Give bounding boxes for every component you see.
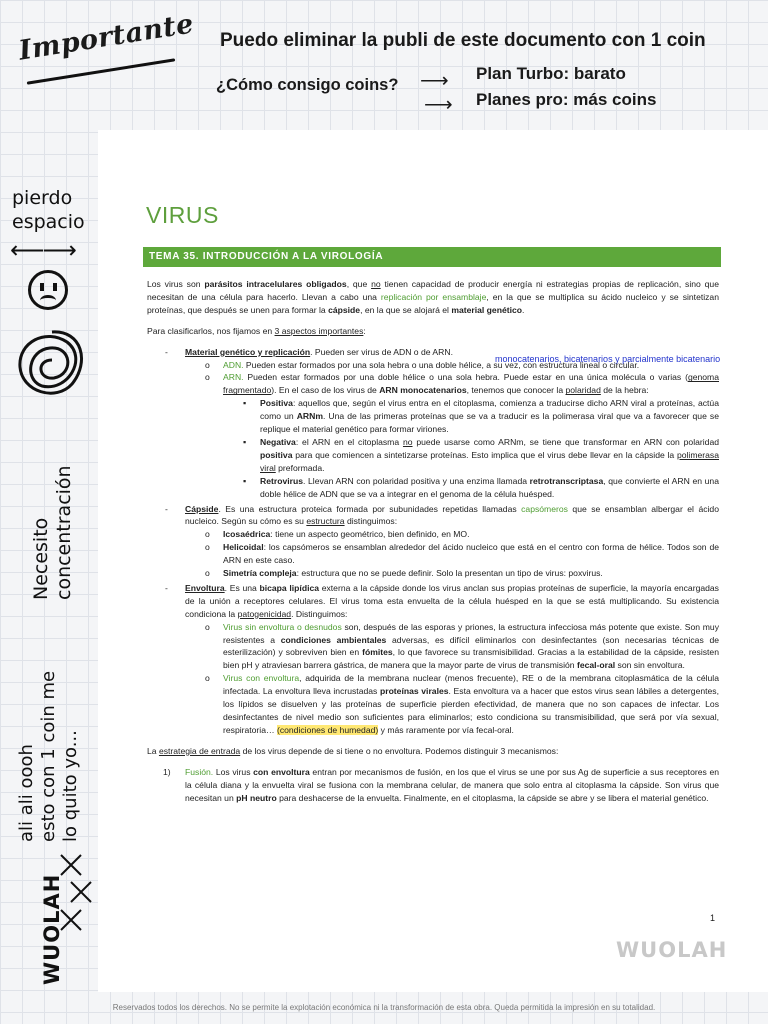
focus-note bbox=[30, 465, 76, 600]
list-item: o Virus sin envoltura o desnudos son, después de las esporas y priones, la estructura infecciosa más potente que existe. Son muy resistentes a condiciones ambientales adversas, es difícil eliminarlos con desinfectantes (son necesarias técnicas de esterilización) y sobreviven bien en fómites, lo que favorece su transmisibilidad. Gracias a la estabilidad de la cápside, resisten bien pH y atraviesan barrera gástrica, de manera que la mayor parte de virus de transmisión fecal-oral son sin envoltura. bbox=[205, 621, 719, 673]
coin-note bbox=[16, 671, 82, 842]
footer-logo: WUOLAH bbox=[616, 938, 728, 962]
coin-note-line: ali ali oooh bbox=[16, 744, 37, 842]
arrow-right-icon: ⟶ bbox=[420, 70, 449, 92]
coin-note-line: lo quito yo... bbox=[60, 730, 81, 842]
importante-stamp: Importante bbox=[16, 8, 196, 67]
focus-note-line: concentración bbox=[53, 465, 75, 600]
brand-logo: WUOLAH bbox=[40, 873, 64, 985]
arrow-right-icon: ⟶ bbox=[424, 94, 453, 116]
list-item: ▪ Negativa: el ARN en el citoplasma no puede usarse como ARNm, se tiene que transformar en ARN con polaridad positiva para que comiencen a sintetizarse proteínas. Esto implica que el virus debe llevar en la cápside la polimerasa viral preformada. bbox=[243, 436, 719, 475]
document-body bbox=[147, 278, 719, 804]
list-item: o ARN. Pueden estar formados por una doble hélice o una sola hebra. Puede estar en una única molécula o varias (genoma fragmentado). En el caso de los virus de ARN monocatenarios, tenemos que conocer la polaridad de la hebra: ▪ Positiva: aquellos que, según el virus entra en el citoplasma, comienza a traducirse dicho ARN viral a proteínas, actúa como un ARNm. Una de las primeras proteínas que se va a traducir es la polimerasa viral que va a favorecer que se replique el material genético para formar viriones. ▪ Negativa: el ARN en el citoplasma no puede usarse como ARNm, se tiene que transformar en ARN con polaridad positiva para que comiencen a sintetizarse proteínas. Esto implica que el virus debe llevar en la cápside la polimerasa viral preformada. ▪ Retrovirus. Llevan ARN con polaridad positiva y una enzima llamada retrotranscriptasa, que convierte el ARN en una doble hélice de ADN que se va a integrar en el genoma de la célula huésped. bbox=[205, 371, 719, 500]
list-item: o Icosaédrica: tiene un aspecto geométrico, bien definido, en MO. bbox=[205, 528, 719, 541]
copyright-notice: Reservados todos los derechos. No se permite la explotación económica ni la transformación de esta obra. Queda permitida la impresión en su totalidad. bbox=[112, 1003, 656, 1012]
list-item: - Material genético y replicación. Pueden ser virus de ADN o de ARN. o ADN. Pueden estar formados por una sola hebra o una doble hélice, a su vez, con estructura lineal o circular. o ARN. Pueden estar formados por una doble hélice o una sola hebra. Puede estar en una única molécula o varias (genoma fragmentado). En el caso de los virus de ARN monocatenarios, tenemos que conocer la polaridad de la hebra: ▪ Positiva: aquellos que, según el virus entra en el citoplasma, comienza a traducirse dicho ARN viral a proteínas, actúa como un ARNm. Una de las primeras proteínas que se va a traducir es la polimerasa viral que va a favorecer que se replique el material genético para formar viriones. ▪ Negativa: el ARN en el citoplasma no puede usarse como ARNm, se tiene que transformar en ARN con polaridad positiva para que comiencen a sintetizarse proteínas. Esto implica que el virus debe llevar en la cápside la polimerasa viral preformada. ▪ Retrovirus. Llevan ARN con polaridad positiva y una enzima llamada retrotranscriptasa, que convierte el ARN en una doble hélice de ADN que se va a integrar en el genoma de la célula huésped. bbox=[165, 346, 719, 501]
document-page bbox=[98, 130, 768, 992]
list-item: - Cápside. Es una estructura proteica formada por subunidades repetidas llamadas capsómeros que se ensamblan albergar el ácido nucleico. Según su cómo es su estructura distinguimos: o Icosaédrica: tiene un aspecto geométrico, bien definido, en MO. o Helicoidal: los capsómeros se ensamblan alrededor del ácido nucleico que está en el centro con forma de hélice. Todos son de ARN en este caso. o Simetría compleja: estructura que no se puede definir. Solo la presentan un tipo de virus: poxvirus. bbox=[165, 503, 719, 580]
plan-turbo-link[interactable]: Plan Turbo: barato bbox=[476, 64, 626, 83]
paragraph: Los virus son parásitos intracelulares obligados, que no tienen capacidad de producir energía ni estrategias propias de replicación, sino que necesitan de una célula para hacerlo. Llevan a cabo una replicación por ensamblaje, en la que se multiplica su ácido nucleico y se sintetizan proteínas, que después se unen para formar la cápside, en la que se alojará el material genético. bbox=[147, 279, 719, 315]
space-note bbox=[12, 186, 85, 234]
promo-banner bbox=[0, 0, 768, 130]
focus-note-line: Necesito bbox=[30, 517, 52, 600]
list-item: ▪ Positiva: aquellos que, según el virus entra en el citoplasma, comienza a traducirse dicho ARN viral a proteínas, actúa como un ARNm. Una de las primeras proteínas que se va a traducir es la polimerasa viral que va a favorecer que se replique el material genético para formar viriones. bbox=[243, 397, 719, 436]
entry-mechanisms-list bbox=[147, 766, 719, 805]
promo-question: ¿Cómo consigo coins? bbox=[216, 76, 399, 94]
handwritten-annotation: monocatenarios, bicatenarios y parcialmente bicatenario bbox=[495, 354, 721, 364]
coin-note-line: esto con 1 coin me bbox=[38, 670, 59, 842]
plan-pro-link[interactable]: Planes pro: más coins bbox=[476, 90, 657, 109]
section-header: TEMA 35. INTRODUCCIÓN A LA VIROLOGÍA bbox=[143, 247, 721, 267]
double-arrow-icon: ⟵⟶ bbox=[10, 236, 75, 264]
sad-face-icon bbox=[28, 270, 68, 310]
list-item: o ADN. Pueden estar formados por una sola hebra o una doble hélice, a su vez, con estructura lineal o circular. bbox=[205, 359, 719, 372]
promo-headline: Puedo eliminar la publi de este documento con 1 coin bbox=[220, 30, 706, 51]
document-title: VIRUS bbox=[146, 202, 219, 228]
list-item: o Helicoidal: los capsómeros se ensamblan alrededor del ácido nucleico que está en el centro con forma de hélice. Todos son de ARN en este caso. bbox=[205, 541, 719, 567]
space-note-line: pierdo bbox=[12, 187, 73, 209]
paragraph: La estrategia de entrada de los virus depende de si tiene o no envoltura. Podemos distinguir 3 mecanismos: bbox=[147, 745, 559, 756]
aspects-list bbox=[147, 346, 719, 737]
paragraph: Para clasificarlos, nos fijamos en 3 aspectos importantes: bbox=[147, 325, 366, 336]
list-item: o Virus con envoltura, adquirida de la membrana nuclear (menos frecuente), RE o de la membrana citoplasmática de la célula infectada. La envoltura lleva incrustadas proteínas virales. Esta envoltura va a hacer que estos virus sean lábiles a detergentes, los lípidos se disuelven y las proteínas de superficie pierden efectividad, de manera que no son capaces de infectar. Los desinfectantes de nivel medio son suficientes para eliminarlos; esto condiciona su transmisibilidad, que será por vía sexual, respiratoria… (condiciones de humedad) y más raramente por vía fecal-oral. bbox=[205, 672, 719, 737]
space-note-line: espacio bbox=[12, 211, 85, 233]
page-number: 1 bbox=[710, 913, 716, 923]
list-item: 1) Fusión. Los virus con envoltura entran por mecanismos de fusión, en los que el virus se une por sus Ag de superficie a sus receptores en la célula diana y la envuelta viral se fusiona con la membrana celular, de manera que solo entra al citoplasma la cápside. Son virus que necesitan un pH neutro para deshacerse de la envuelta. Finalmente, en el citoplasma, la cápside se abre y se libera el material genético. bbox=[163, 766, 720, 803]
scribble-icon bbox=[12, 322, 92, 402]
list-item: - Envoltura. Es una bicapa lipídica externa a la cápside donde los virus anclan sus propias proteínas de superficie, la mayoría encargadas de la unión a receptores celulares. El virus toma esta envuelta de la célula huésped en la que se está multiplicando. Su existencia condiciona la patogenicidad. Distinguimos: o Virus sin envoltura o desnudos son, después de las esporas y priones, la estructura infecciosa más potente que existe. Son muy resistentes a condiciones ambientales adversas, es difícil eliminarlos con desinfectantes (son necesarias técnicas de esterilización) y sobreviven bien en fómites, lo que favorece su transmisibilidad. Gracias a la estabilidad de la cápside, resisten bien pH y atraviesan barrera gástrica, de manera que la mayor parte de virus de transmisión fecal-oral son sin envoltura. o Virus con envoltura, adquirida de la membrana nuclear (menos frecuente), RE o de la membrana citoplasmática de la célula infectada. La envoltura lleva incrustadas proteínas virales. Esta envoltura va a hacer que estos virus sean lábiles a detergentes, los lípidos se disuelven y las proteínas de superficie pierden efectividad, de manera que no son capaces de infectar. Los desinfectantes de nivel medio son suficientes para eliminarlos; esto condiciona su transmisibilidad, que será por vía sexual, respiratoria… (condiciones de humedad) y más raramente por vía fecal-oral. bbox=[165, 582, 719, 737]
list-item: ▪ Retrovirus. Llevan ARN con polaridad positiva y una enzima llamada retrotranscriptasa, que convierte el ARN en una doble hélice de ADN que se va a integrar en el genoma de la célula huésped. bbox=[243, 475, 719, 501]
list-item: o Simetría compleja: estructura que no se puede definir. Solo la presentan un tipo de virus: poxvirus. bbox=[205, 567, 719, 580]
